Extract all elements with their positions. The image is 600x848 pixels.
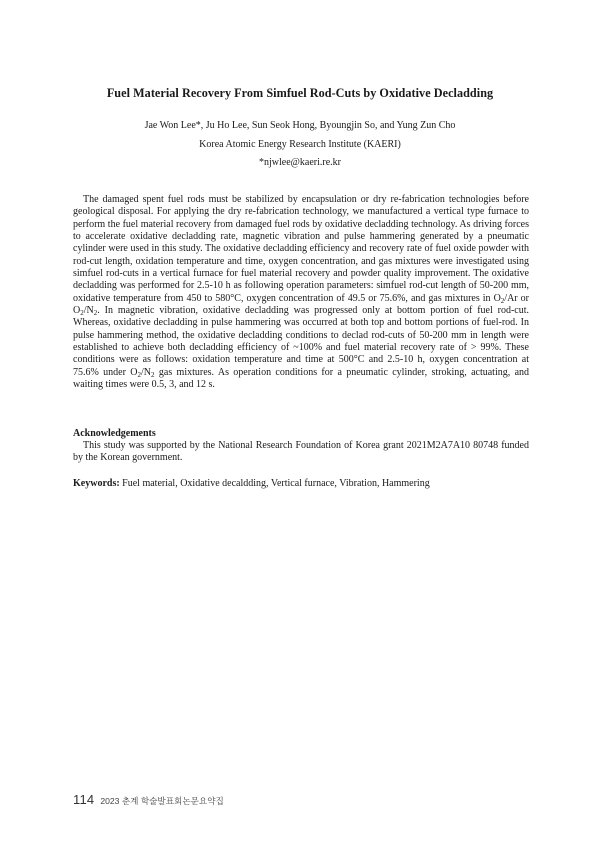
keywords-label: Keywords: [73,478,120,489]
subscript: 2 [151,370,155,379]
subscript: 2 [500,296,505,305]
keywords-text: Fuel material, Oxidative decaldding, Vertical furnace, Vibration, Hammering [119,478,430,489]
subscript: 2 [137,370,142,379]
abstract-text: /Ar or O [73,292,529,317]
page-number: 114 [73,792,95,807]
corresponding-email: *njwlee@kaeri.re.kr [259,157,341,168]
acknowledgements-text: This study was supported by the National Research Foundation of Korea grant 2021M2A7A10 80748 funded by the Korean government. [73,440,529,464]
affiliation: Korea Atomic Energy Research Institute (KAERI) [199,139,401,150]
abstract-text: The damaged spent fuel rods must be stabilized by encapsulation or dry re-fabrication technologies before geological disposal. For applying the dry re-fabrication technology, we manufactured a vertical type furnace to perform the fuel material recovery from damaged fuel rods by oxidative decladding technology. As driving forces to accelerate oxidative decladding rate, magnetic vibration and pulse hammering generated by a pneumatic cylinder were used in this study. The oxidative decladding efficiency and recovery rate of fuel oxide powder with rod-cut length, oxidation temperature and time, oxygen concentration, and gas mixtures were investigated using simfuel rod-cuts in a vertical furnace for fuel material recovery and powder quality improvement. The oxidative decladding was performed for 2.5-10 h as following operation parameters: simfuel rod-cut length of 50-200 mm, oxidative temperature from 450 to 580°C, oxygen concentration of 49.5 or 75.6%, and gas mixtures in O [73,194,529,304]
conference-name: 2023 춘계 학술발표회논문요약집 [100,796,224,806]
abstract-text: /N [83,305,94,317]
abstract-body [73,194,529,392]
keywords-line [73,478,529,489]
abstract-text: gas mixtures. As operation conditions for a pneumatic cylinder, stroking, actuating, and waiting times were 0.5, 3, and 12 s. [73,366,530,391]
subscript: 2 [80,308,84,317]
abstract-text: . In magnetic vibration, oxidative decladding was progressed only at bottom portion of fuel rod-cut. Whereas, oxidative decladding in pulse hammering was occurred at both top and bottom portions of fuel-rod. In pulse hammering method, the oxidative decladding conditions to declad rod-cuts of 50-200 mm in length were established to achieve both decladding efficiency of ~100% and fuel material recovery rate of > 99%. These conditions were as follows: oxidation temperature and time at 500°C and 2.5-10 h, oxygen concentration at 75.6% under O [73,305,529,378]
abstract-text: /N [141,366,152,378]
author-list: Jae Won Lee*, Ju Ho Lee, Sun Seok Hong, Byoungjin So, and Yung Zun Cho [144,120,456,131]
paper-title: Fuel Material Recovery From Simfuel Rod-Cuts by Oxidative Decladding [106,86,494,100]
acknowledgements-heading: Acknowledgements [73,428,156,439]
subscript: 2 [93,308,98,317]
page-footer [73,791,224,809]
